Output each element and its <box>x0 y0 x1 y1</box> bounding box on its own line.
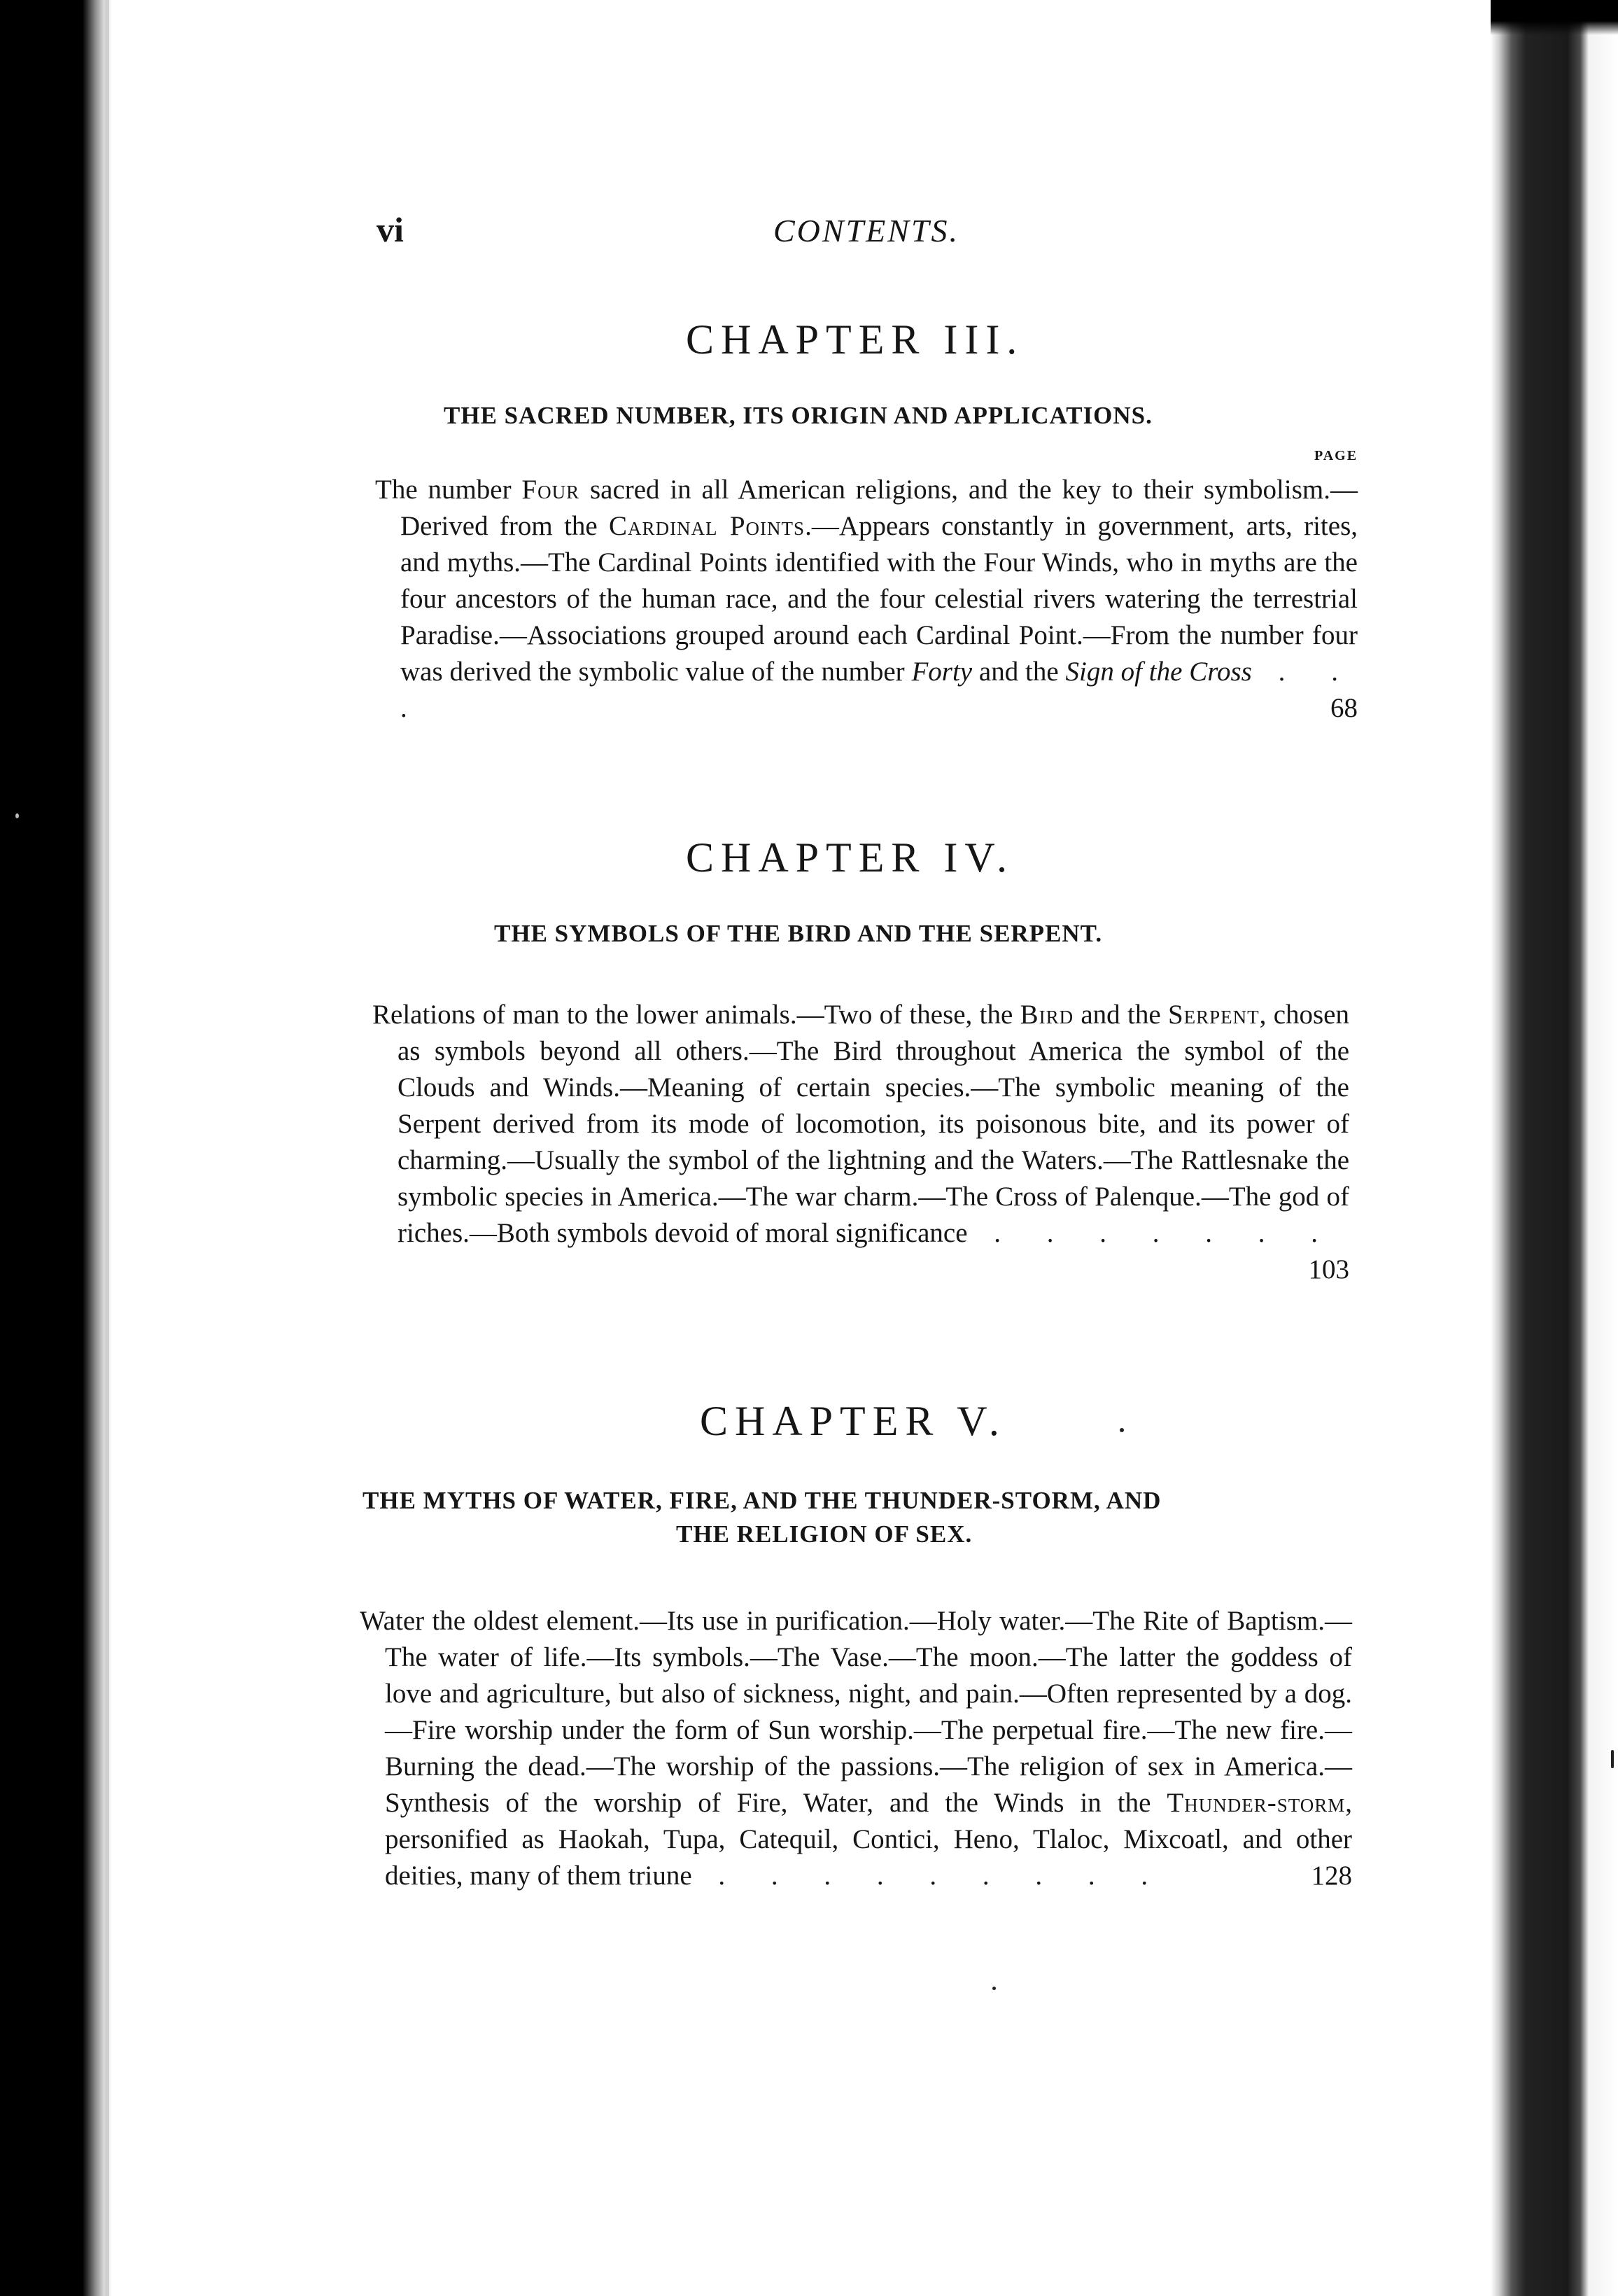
summary-text-run: Cardinal Points <box>609 511 806 541</box>
chapter-5-heading: CHAPTER V. <box>700 1398 1006 1444</box>
chapter-5-summary <box>360 1603 1352 1894</box>
scan-speck <box>15 813 19 818</box>
summary-text-run: Serpent <box>1167 1000 1260 1030</box>
scan-speck <box>1611 1750 1614 1768</box>
page-column-label: PAGE <box>1314 448 1358 463</box>
summary-text-run: .—Appears constantly in government, arts, rites, and myths.—The Cardinal Points identified with the Four Winds, who in myths are the four ancestors of the human race, and the four celestial rivers watering the terrestrial Paradise.—Associations grouped around each Cardinal Point.—From the number four was derived the symbolic value of the number <box>400 511 1358 687</box>
page-number: vi <box>377 210 404 249</box>
summary-text-run: Water the oldest element.—Its use in purification.—Holy water.—The Rite of Baptism.—The water of life.—Its symbols.—The Vase.—The moon.—The latter the goddess of love and agriculture, but also of sickness, night, and pain.—Often represented by a dog.—Fire worship under the form of Sun worship.—The perpetual fire.—The new fire.—Burning the dead.—The worship of the passions.—The religion of sex in America.—Synthesis of the worship of Fire, Water, and the Winds in the <box>360 1606 1352 1818</box>
chapter-page-number: 103 <box>1308 1254 1349 1284</box>
summary-text-run: sacred in all American religions, and the key to their symbolism.—Derived from the <box>400 475 1358 541</box>
summary-text-run: Bird <box>1020 1000 1074 1030</box>
scan-speck <box>992 1987 996 1990</box>
summary-text-run: and the <box>1074 1000 1168 1030</box>
chapter-4-summary <box>372 997 1349 1288</box>
summary-text-run: The number <box>375 475 522 505</box>
top-corner-shadow <box>1491 0 1618 35</box>
summary-text-run: Four <box>521 475 580 505</box>
summary-text-run: , chosen as symbols beyond all others.—The Bird throughout America the symbol of the Clouds and Winds.—Meaning of certain species.—The symbolic meaning of the Serpent derived from its mode of locomotion, its poisonous bite, and its power of charming.—Usually the symbol of the lightning and the Waters.—The Rattlesnake the symbolic species in America.—The war charm.—The Cross of Palenque.—The god of riches.—Both symbols devoid of moral significance <box>398 1000 1349 1248</box>
left-page-edge <box>105 0 109 2296</box>
chapter-page-number: 68 <box>1330 693 1358 723</box>
scan-speck <box>1120 1428 1124 1432</box>
summary-text-run: Forty <box>911 657 973 687</box>
chapter-4-heading: CHAPTER IV. <box>686 834 1014 881</box>
chapter-5-subtitle-line-2: THE RELIGION OF SEX. <box>676 1520 973 1548</box>
chapter-page-number: 128 <box>1311 1861 1352 1891</box>
summary-text-run: , personified as Haokah, Tupa, Catequil, Contici, Heno, Tlaloc, Mixcoatl, and other deities, many of them triune <box>385 1788 1352 1891</box>
chapter-3-heading: CHAPTER III. <box>686 316 1025 363</box>
dot-leader: . . . <box>400 657 1358 723</box>
chapter-3-summary <box>375 472 1358 727</box>
left-scan-border <box>0 0 112 2296</box>
chapter-4-subtitle: THE SYMBOLS OF THE BIRD AND THE SERPENT. <box>494 920 1103 947</box>
dot-leader: . . . . . . . . . <box>691 1861 1168 1891</box>
right-binding-shadow <box>1491 0 1618 2296</box>
running-title: CONTENTS. <box>773 213 960 248</box>
summary-text-run: and the <box>972 657 1066 687</box>
dot-leader: . . . . . . . <box>967 1218 1338 1248</box>
summary-text-run: Relations of man to the lower animals.—Two of these, the <box>372 1000 1020 1030</box>
summary-text-run: Sign of the Cross <box>1065 657 1252 687</box>
chapter-5-subtitle-line-1: THE MYTHS OF WATER, FIRE, AND THE THUNDER-STORM, AND <box>363 1487 1162 1514</box>
chapter-3-subtitle: THE SACRED NUMBER, ITS ORIGIN AND APPLICATIONS. <box>444 402 1153 429</box>
summary-text-run: Thunder-storm <box>1167 1788 1346 1818</box>
